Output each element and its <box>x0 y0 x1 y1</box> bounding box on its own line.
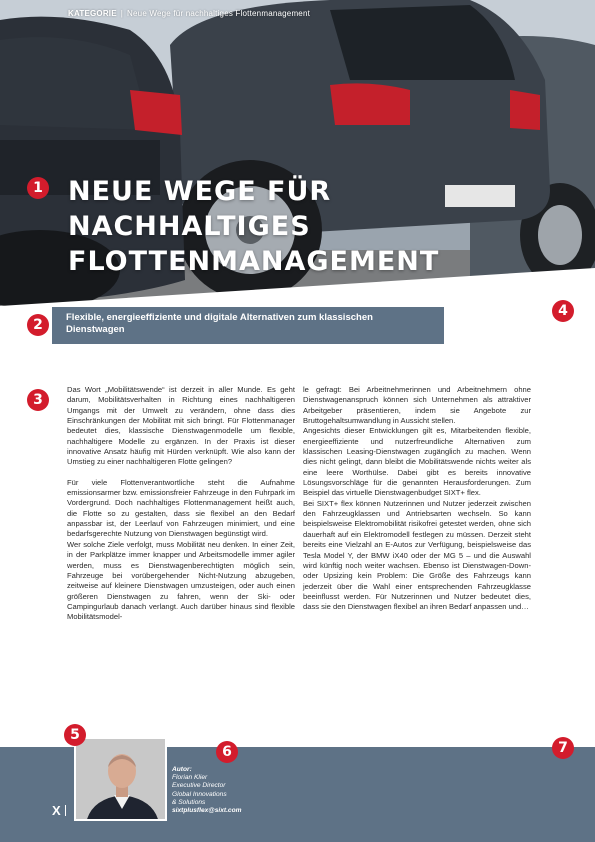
paragraph: Für viele Flottenverantwortliche steht die Aufnahme emissionsarmer bzw. emissionsfreier Fahrzeuge in den Fuhrpark im Vordergrund. Doch nachhaltiges Flottenmanagement heißt auch, die Flotte so zu gestalten, dass sie flexibel an den Bedarf anpassbar ist, der Leerlauf von Fahrzeugen minimiert, und eine bedarfsgerechte Nutzung von Dienstwagen begünstigt wird. <box>67 477 295 539</box>
running-title: Neue Wege für nachhaltiges Flottenmanagement <box>127 9 311 18</box>
marker-7: 7 <box>552 737 574 759</box>
author-photo <box>74 737 167 821</box>
marker-6: 6 <box>216 741 238 763</box>
marker-1: 1 <box>27 177 49 199</box>
paragraph: Das Wort „Mobilitätswende“ ist derzeit in aller Munde. Es geht darum, Mobilitätsverhalten in Richtung eines nachhaltigeren Umgangs mit der Umwelt zu verändern, ohne dass dies Einschränkungen der Mobilität mit sich bringt. Für Flottenmanager bedeutet dies, klassische Dienstwagenmodelle um flexible, nachhaltigere Modelle zu ergänzen. In der Praxis ist dieser innovative Ansatz häufig mit Hürden verknüpft. Wie also kann der Umstieg zu einer nachhaltigeren Flotte gelingen? <box>67 385 295 467</box>
body-column-2 <box>303 385 531 613</box>
paragraph: Angesichts dieser Entwicklungen gilt es, Mitarbeitenden flexible, energieeffiziente und nutzerfreundliche Alternativen zum klassischen Leasing-Dienstwagen zugänglich zu machen. Wenn dies nicht gelingt, dann bleibt die Mobilitätswende nichts weiter als eine leere Worthülse. Dabei gibt es bereits innovative Lösungsvorschläge für die genannten Herausforderungen. Zum Beispiel das virtuelle Dienstwagenbudget SIXT+ flex. <box>303 426 531 498</box>
author-role: Global Innovations <box>172 790 227 798</box>
marker-5: 5 <box>64 724 86 746</box>
hero-image <box>0 0 595 345</box>
paragraph: le gefragt: Bei Arbeitnehmerinnen und Arbeitnehmern ohne Dienstwagenanspruch können sich Unternehmen als attraktiver Arbeitgeber präsentieren, indem sie Angebote zur Bruttogehaltsumwandlung in Aussicht stellen. <box>303 385 531 426</box>
paragraph: Wer solche Ziele verfolgt, muss Mobilität neu denken. In einer Zeit, in der Parkplätze immer knapper und Arbeitsmodelle immer agiler werden, muss es Dienstwagenberechtigten möglich sein, Fahrzeuge bei vorübergehender Nicht-Nutzung abzugeben, zeitweise auf kleinere Dienstwagen umzusteigen, oder auch einen größeren Dienstwagen zu fahren, wenn der Ski- oder Campingurlaub danach verlangt. Auch darüber hinaus sind flexible Mobilitätsmodel- <box>67 539 295 622</box>
page-number <box>52 803 66 818</box>
subheadline: Flexible, energieeffiziente und digitale Alternativen zum klassischen Dienstwagen <box>66 312 373 335</box>
marker-2: 2 <box>27 314 49 336</box>
hero-diagonal-cut <box>0 0 595 345</box>
title-line-2: NACHHALTIGES <box>68 211 311 242</box>
title-line-3: FLOTTENMANAGEMENT <box>68 246 440 277</box>
author-name: Florian Klier <box>172 774 208 782</box>
header-separator: | <box>120 9 124 18</box>
author-email[interactable]: sixtplusflex@sixt.com <box>172 807 242 815</box>
author-role: & Solutions <box>172 798 206 806</box>
author-info <box>172 766 241 815</box>
marker-3: 3 <box>27 389 49 411</box>
marker-4: 4 <box>552 300 574 322</box>
title-line-1: NEUE WEGE FÜR <box>68 176 332 207</box>
page-number-text: X <box>52 803 61 818</box>
body-column-1 <box>67 385 295 623</box>
portrait-illustration <box>76 739 167 821</box>
author-label: Autor: <box>172 766 192 773</box>
page-title <box>68 174 528 279</box>
category-label: KATEGORIE <box>68 9 117 18</box>
running-header <box>68 9 310 18</box>
paragraph: Bei SIXT+ flex können Nutzerinnen und Nutzer jederzeit zwischen den Fahrzeugklassen und Antriebsarten wechseln. So kann beispielsweise Elektromobilität risikofrei getestet werden, ohne sich dauerhaft auf ein Elektromodell festlegen zu müssen. Derzeit steht bereits eine Vielzahl an E-Autos zur Verfügung, beispielsweise das Tesla Model Y, der BMW iX40 oder der MG 5 – und die Auswahl wird künftig noch weiter wachsen. Ebenso ist Dienstwagen-Down- oder Upsizing kein Problem: Die Größe des Fahrzeugs kann jederzeit über die Wahl einer entsprechenden Fahrzeugklasse beeinflusst werden. Für Nutzerinnen und Nutzer bedeutet dies, dass sie den Dienstwagen flexibel an ihren Bedarf anpassen und… <box>303 498 531 612</box>
author-role: Executive Director <box>172 782 226 790</box>
